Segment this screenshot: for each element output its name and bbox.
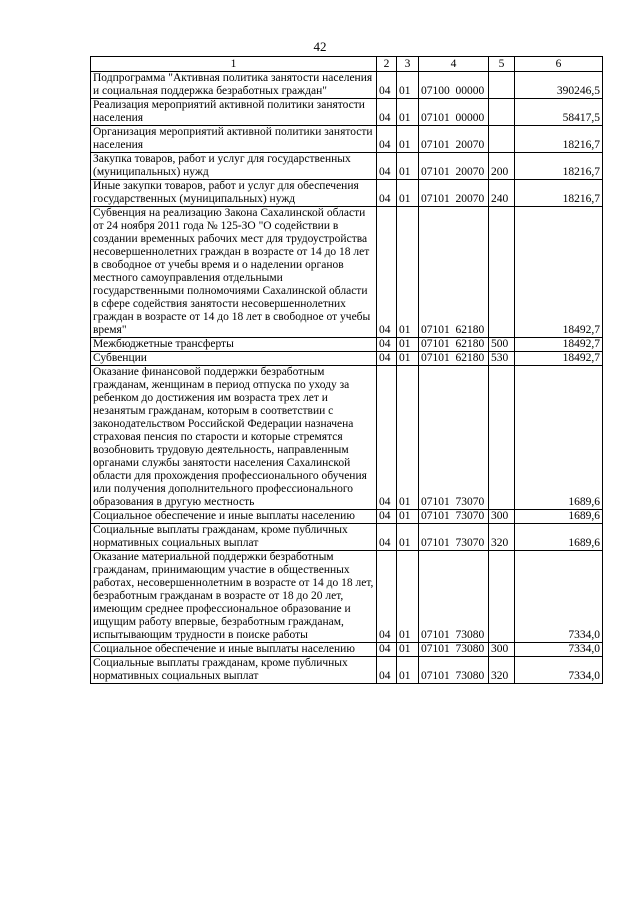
row-name: Оказание материальной поддержки безработным гражданам, принимающим участие в общественных работах, несовершеннолетним в возрасте от 14 до 18 лет, безработным гражданам в возрасте от 18 до 20 лет, имеющим среднее профессиональное образование и ищущим работу впервые, безработным гражданам, испытывающим трудности в поиске работы — [91, 551, 377, 643]
row-section: 04 — [377, 551, 397, 643]
table-row — [91, 207, 603, 338]
row-expense-type — [489, 126, 515, 153]
budget-table — [90, 56, 603, 684]
row-expense-type: 530 — [489, 352, 515, 366]
row-subsection: 01 — [397, 126, 419, 153]
row-target-article: 07101 73080 — [419, 643, 489, 657]
row-name: Реализация мероприятий активной политики занятости населения — [91, 99, 377, 126]
column-header: 5 — [489, 57, 515, 72]
table-row — [91, 551, 603, 643]
row-amount: 18216,7 — [515, 180, 603, 207]
page-number: 42 — [313, 39, 327, 54]
row-amount: 18216,7 — [515, 153, 603, 180]
row-name: Субвенция на реализацию Закона Сахалинской области от 24 ноября 2011 года № 125-ЗО "О содействии в создании временных рабочих мест для трудоустройства несовершеннолетних граждан в возрасте от 14 до 18 лет в свободное от учебы время и о наделении органов местного самоуправления отдельными государственными полномочиями Сахалинской области в сфере содействия занятости несовершеннолетних граждан в возрасте от 14 до 18 лет в свободное от учебы время" — [91, 207, 377, 338]
row-expense-type — [489, 72, 515, 99]
row-amount: 1689,6 — [515, 524, 603, 551]
table-row — [91, 352, 603, 366]
row-section: 04 — [377, 126, 397, 153]
row-expense-type: 240 — [489, 180, 515, 207]
row-expense-type: 200 — [489, 153, 515, 180]
table-row — [91, 510, 603, 524]
row-name: Социальные выплаты гражданам, кроме публичных нормативных социальных выплат — [91, 657, 377, 684]
row-section: 04 — [377, 524, 397, 551]
row-expense-type — [489, 207, 515, 338]
column-header: 6 — [515, 57, 603, 72]
row-name: Социальные выплаты гражданам, кроме публичных нормативных социальных выплат — [91, 524, 377, 551]
table-row — [91, 126, 603, 153]
row-name: Закупка товаров, работ и услуг для государственных (муниципальных) нужд — [91, 153, 377, 180]
table-row — [91, 338, 603, 352]
row-target-article: 07101 20070 — [419, 126, 489, 153]
column-header: 4 — [419, 57, 489, 72]
row-target-article: 07100 00000 — [419, 72, 489, 99]
table-row — [91, 366, 603, 510]
row-name: Оказание финансовой поддержки безработным гражданам, женщинам в период отпуска по уходу за ребенком до достижения им возраста трех лет и незанятым гражданам, которым в соответствии с законодательством Российской Федерации назначена страховая пенсия по старости и которые стремятся возобновить трудовую деятельность, направленным органами службы занятости населения Сахалинской области для прохождения профессионального обучения или получения дополнительного профессионального образования в другую местность — [91, 366, 377, 510]
row-name: Социальное обеспечение и иные выплаты населению — [91, 643, 377, 657]
table-row — [91, 657, 603, 684]
row-amount: 7334,0 — [515, 551, 603, 643]
row-expense-type — [489, 99, 515, 126]
table-row — [91, 72, 603, 99]
row-amount: 18216,7 — [515, 126, 603, 153]
row-expense-type: 320 — [489, 657, 515, 684]
row-expense-type: 300 — [489, 643, 515, 657]
table-row — [91, 180, 603, 207]
row-subsection: 01 — [397, 180, 419, 207]
row-amount: 1689,6 — [515, 510, 603, 524]
row-target-article: 07101 73070 — [419, 524, 489, 551]
row-section: 04 — [377, 510, 397, 524]
row-target-article: 07101 00000 — [419, 99, 489, 126]
table-row — [91, 643, 603, 657]
row-expense-type: 320 — [489, 524, 515, 551]
row-amount: 58417,5 — [515, 99, 603, 126]
row-amount: 7334,0 — [515, 657, 603, 684]
row-subsection: 01 — [397, 510, 419, 524]
table-row — [91, 524, 603, 551]
row-amount: 18492,7 — [515, 352, 603, 366]
column-header: 1 — [91, 57, 377, 72]
row-subsection: 01 — [397, 72, 419, 99]
table-header-row — [91, 57, 603, 72]
row-subsection: 01 — [397, 551, 419, 643]
row-section: 04 — [377, 99, 397, 126]
row-expense-type — [489, 366, 515, 510]
table-row — [91, 99, 603, 126]
row-target-article: 07101 20070 — [419, 180, 489, 207]
row-name: Иные закупки товаров, работ и услуг для обеспечения государственных (муниципальных) нужд — [91, 180, 377, 207]
row-target-article: 07101 62180 — [419, 207, 489, 338]
row-section: 04 — [377, 643, 397, 657]
row-subsection: 01 — [397, 207, 419, 338]
row-section: 04 — [377, 352, 397, 366]
row-section: 04 — [377, 207, 397, 338]
row-subsection: 01 — [397, 524, 419, 551]
row-subsection: 01 — [397, 657, 419, 684]
row-target-article: 07101 73070 — [419, 510, 489, 524]
row-amount: 18492,7 — [515, 338, 603, 352]
row-subsection: 01 — [397, 99, 419, 126]
table-row — [91, 153, 603, 180]
row-expense-type: 300 — [489, 510, 515, 524]
column-header: 2 — [377, 57, 397, 72]
row-target-article: 07101 62180 — [419, 352, 489, 366]
row-name: Подпрограмма "Активная политика занятости населения и социальная поддержка безработных граждан" — [91, 72, 377, 99]
row-amount: 1689,6 — [515, 366, 603, 510]
row-subsection: 01 — [397, 352, 419, 366]
row-section: 04 — [377, 153, 397, 180]
row-name: Субвенции — [91, 352, 377, 366]
row-amount: 7334,0 — [515, 643, 603, 657]
row-section: 04 — [377, 366, 397, 510]
row-amount: 18492,7 — [515, 207, 603, 338]
row-section: 04 — [377, 72, 397, 99]
row-amount: 390246,5 — [515, 72, 603, 99]
row-section: 04 — [377, 180, 397, 207]
row-section: 04 — [377, 657, 397, 684]
row-name: Социальное обеспечение и иные выплаты населению — [91, 510, 377, 524]
row-target-article: 07101 62180 — [419, 338, 489, 352]
row-target-article: 07101 73080 — [419, 551, 489, 643]
row-target-article: 07101 20070 — [419, 153, 489, 180]
row-target-article: 07101 73080 — [419, 657, 489, 684]
row-expense-type — [489, 551, 515, 643]
column-header: 3 — [397, 57, 419, 72]
row-subsection: 01 — [397, 643, 419, 657]
row-section: 04 — [377, 338, 397, 352]
row-name: Межбюджетные трансферты — [91, 338, 377, 352]
row-subsection: 01 — [397, 366, 419, 510]
row-subsection: 01 — [397, 153, 419, 180]
row-subsection: 01 — [397, 338, 419, 352]
row-expense-type: 500 — [489, 338, 515, 352]
row-name: Организация мероприятий активной политики занятости населения — [91, 126, 377, 153]
row-target-article: 07101 73070 — [419, 366, 489, 510]
